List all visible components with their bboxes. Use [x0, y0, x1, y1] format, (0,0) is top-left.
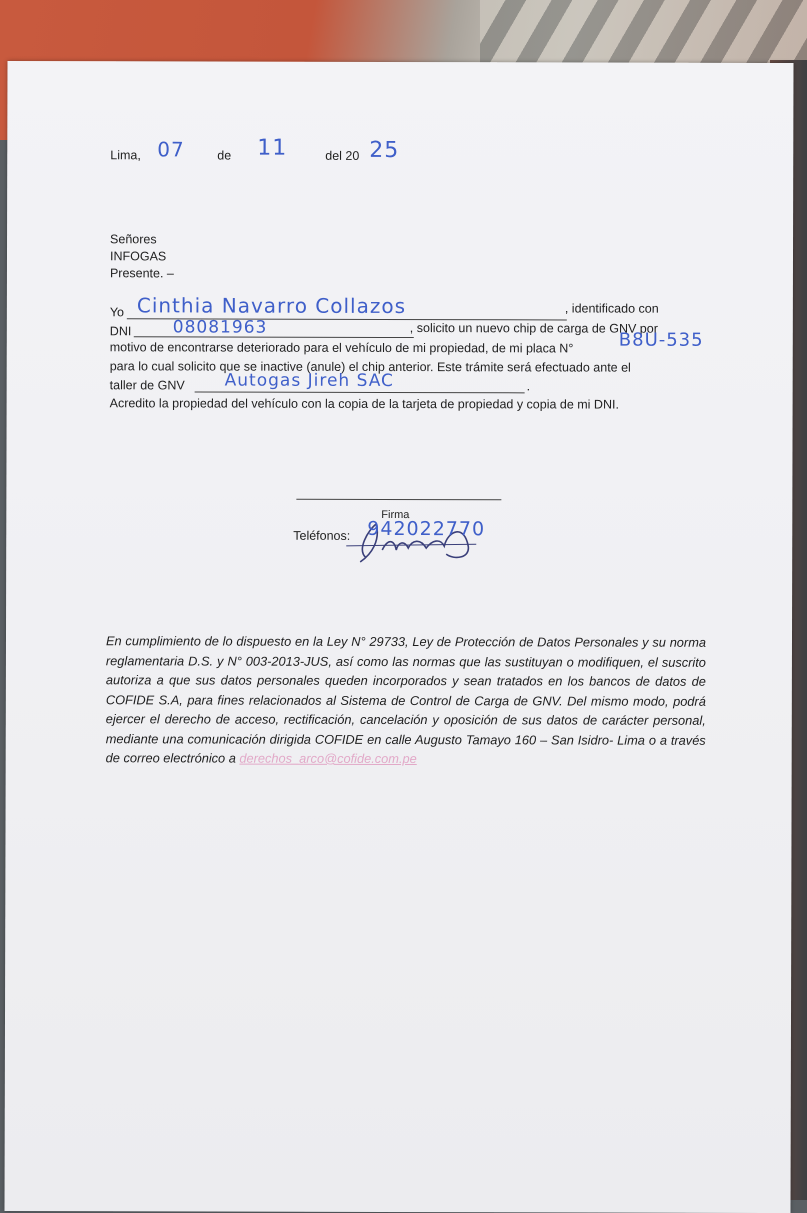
telefonos-label: Teléfonos:	[293, 528, 351, 543]
dni-value: 08081963	[172, 317, 268, 338]
taller-name: Autogas Jireh SAC	[224, 370, 394, 391]
signature-line	[296, 499, 501, 501]
firma-label: Firma	[381, 508, 410, 522]
solicito-text: , solicito un nuevo chip de carga de GNV por	[409, 321, 658, 336]
privacy-clause	[106, 631, 706, 769]
document-page	[4, 61, 793, 1213]
identificado-text: , identificado con	[564, 301, 659, 316]
dni-label: DNI	[109, 324, 132, 339]
recipient-line1: Señores	[110, 232, 157, 247]
applicant-name: Cinthia Navarro Collazos	[136, 293, 407, 319]
email-link[interactable]: derechos_arco@cofide.com.pe	[239, 750, 417, 767]
city-label: Lima,	[110, 148, 141, 163]
de-label: de	[217, 148, 232, 163]
yo-label: Yo	[109, 305, 125, 320]
privacy-text: En cumplimiento de lo dispuesto en la Ley N° 29733, Ley de Protección de Datos Personales y su norma reglamentaria D.S. y N° 003-2013-JUS, así como las normas que las sustituyan o modifiquen, el suscrito autoriza a que sus datos personales queden incorporados y sean tratados en los bancos de datos de COFIDE S.A, para fines relacionados al Sistema de Control de Carga de GNV. Del mismo modo, podrá ejercer el derecho de acceso, rectificación, cancelación y oposición de sus datos de carácter personal, mediante una comunicación dirigida COFIDE en calle Augusto Tamayo 160 – San Isidro- Lima o a través de correo electrónico a	[105, 633, 707, 766]
body-line4: para lo cual solicito que se inactive (anule) el chip anterior. Este trámite será efectuado ante el	[109, 359, 631, 375]
recipient-line2: INFOGAS	[109, 249, 167, 264]
year-prefix: del 20	[325, 148, 360, 163]
date-month: 11	[257, 135, 288, 161]
taller-end: .	[526, 379, 531, 394]
telefono-value: 942022770	[367, 517, 486, 541]
body-line6: Acredito la propiedad del vehículo con la copia de la tarjeta de propiedad y copia de mi DNI.	[109, 396, 619, 412]
taller-underline	[195, 391, 525, 393]
plate-number: B8U-535	[618, 329, 704, 351]
date-day: 07	[157, 137, 185, 162]
body-line3: motivo de encontrarse deteriorado para el vehículo de mi propiedad, de mi placa N°	[109, 340, 574, 356]
taller-label: taller de GNV	[109, 378, 185, 393]
date-year: 25	[369, 137, 400, 163]
recipient-line3: Presente. –	[109, 266, 174, 281]
